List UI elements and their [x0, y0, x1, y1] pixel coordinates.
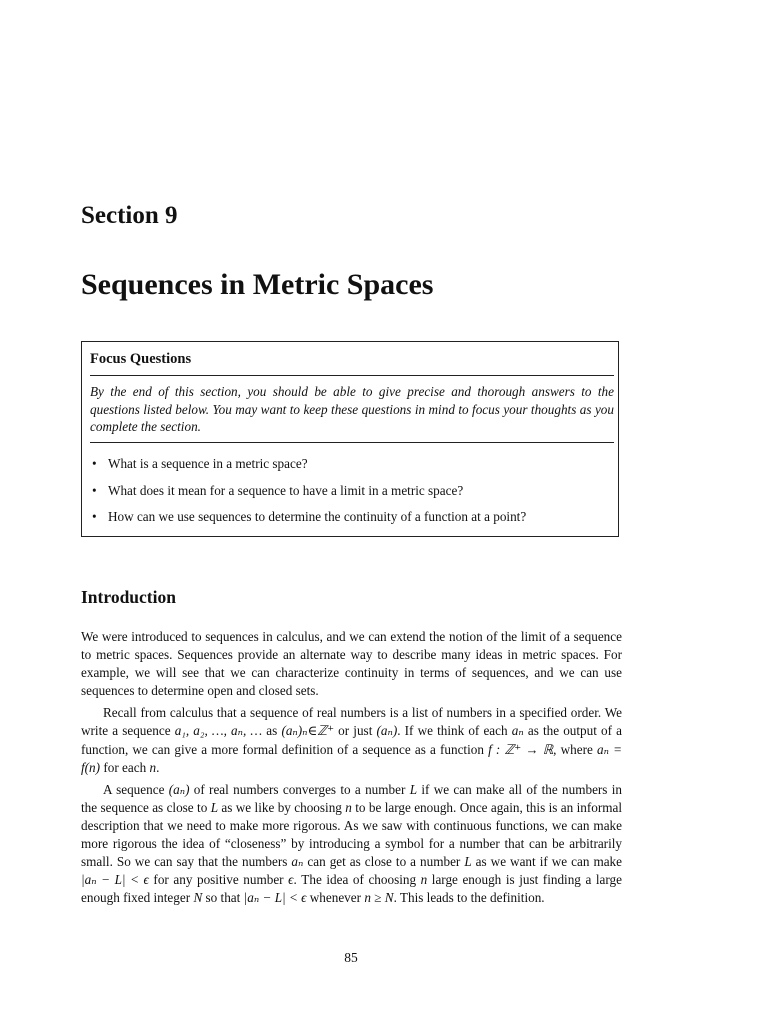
math-inline: (aₙ) — [168, 781, 190, 797]
text-run: whenever — [306, 890, 365, 906]
text-run: so that — [202, 890, 244, 906]
text-run: A sequence — [103, 781, 169, 797]
text-run: . — [156, 759, 160, 775]
bullet-icon: • — [92, 456, 97, 471]
text-run: as the output of a function, we can give a more formal definition of a sequence as a function — [81, 723, 623, 757]
math-inline: L — [210, 799, 219, 815]
paragraph-1: We were introduced to sequences in calculus, and we can extend the notion of the limit of a sequence to metric spaces. Sequences provide an alternate way to describe many ideas in metric spaces. For example, we will see that we can characterize continuity in terms of sequences, and we can use sequences to determine open and closed sets. — [81, 629, 622, 699]
text-run: of real numbers converges to a number — [189, 781, 410, 797]
text-run: as we want if we can make — [471, 854, 623, 870]
focus-questions-box — [81, 341, 619, 537]
focus-question-text: How can we use sequences to determine the continuity of a function at a point? — [108, 509, 527, 524]
chapter-title: Sequences in Metric Spaces — [81, 268, 434, 301]
introduction-body — [81, 628, 622, 911]
math-inline: n — [345, 799, 352, 815]
math-inline: aₙ = f(n) — [81, 741, 622, 775]
math-inline: n ≥ N — [364, 890, 394, 906]
text-run: , where — [553, 741, 597, 757]
bullet-icon: • — [92, 509, 97, 524]
section-label: Section 9 — [81, 202, 178, 229]
text-run: . This leads to the definition. — [393, 890, 545, 906]
math-inline: n — [420, 872, 428, 888]
page-number: 85 — [344, 950, 358, 965]
math-inline: L — [464, 854, 472, 870]
focus-questions-list — [92, 455, 526, 535]
focus-question-text: What does it mean for a sequence to have a limit in a metric space? — [108, 482, 464, 498]
text-run: for any positive number — [148, 872, 289, 888]
math-inline: N — [193, 890, 203, 906]
math-inline: (aₙ) — [376, 723, 398, 739]
math-inline: |aₙ − L| < ϵ — [81, 872, 149, 888]
math-inline: a₁, a₂, …, aₙ, … — [174, 723, 263, 739]
math-inline: ϵ — [288, 872, 294, 888]
focus-questions-title: Focus Questions — [90, 351, 192, 367]
bullet-icon: • — [92, 482, 97, 498]
math-inline: f : ℤ⁺ → ℝ — [488, 741, 554, 757]
math-inline: aₙ — [511, 723, 524, 739]
focus-top-rule — [90, 375, 614, 376]
text-run: . If we think of each — [397, 723, 512, 739]
math-inline: L — [409, 781, 418, 797]
focus-question-item — [92, 482, 526, 499]
focus-question-text: What is a sequence in a metric space? — [108, 456, 308, 471]
focus-question-item — [92, 455, 526, 472]
math-inline: n — [149, 759, 157, 775]
text-run: if we can make all of the numbers in the sequence as close to — [81, 781, 623, 815]
text-run: Recall from calculus that a sequence of real numbers is a list of numbers in a specified order. We write a sequence — [81, 705, 622, 739]
paragraph-2 — [81, 704, 622, 776]
text-run: as — [262, 723, 282, 739]
paragraph-3 — [81, 781, 622, 908]
text-run: for each — [100, 759, 150, 775]
introduction-heading: Introduction — [81, 587, 176, 607]
math-inline: |aₙ − L| < ϵ — [243, 890, 307, 906]
math-inline: aₙ — [291, 854, 304, 870]
focus-question-item — [92, 508, 526, 525]
text-run: large enough is just finding a large enough fixed integer — [81, 872, 622, 906]
math-inline: (aₙ)ₙ∈ℤ⁺ — [281, 723, 335, 739]
text-run: as we like by choosing — [218, 799, 346, 815]
text-run: can get as close to a number — [303, 854, 465, 870]
text-run: or just — [334, 723, 377, 739]
focus-questions-intro: By the end of this section, you should be able to give precise and thorough answers to the questions listed below. You may want to keep these questions in mind to focus your thoughts as you complete the section. — [90, 384, 614, 434]
text-run: to be large enough. Once again, this is an informal description that we need to make more rigorous. As we saw with continuous functions, we can make more rigorous the idea of “closeness” by introducing a symbol for a number that can be arbitrarily small. So we can say that the numbers — [81, 799, 622, 870]
focus-bottom-rule — [90, 442, 614, 443]
text-run: . The idea of choosing — [293, 872, 421, 888]
